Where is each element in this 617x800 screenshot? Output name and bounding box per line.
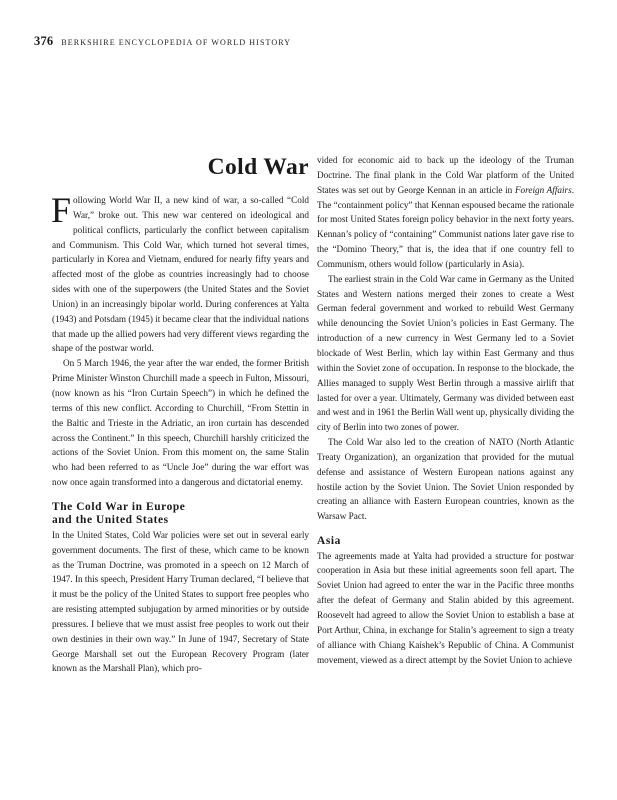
paragraph-continued [317, 153, 574, 272]
text-run: vided for economic aid to back up the ideology of the Truman Doctrine. The final plank in the Cold War platform of the United States was set out by George Kennan in an article in [317, 155, 574, 195]
right-column [317, 153, 574, 667]
left-column [52, 153, 309, 676]
section-heading-asia: Asia [317, 535, 341, 548]
text-run: . The “containment policy” that Kennan espoused became the rationale for most United States foreign policy behavior in the next forty years. Kennan’s policy of “containing” Communist nations later gave rise to the “Domino Theory,” that is, the idea that if one country fell to Communism, others would follow (particularly in Asia). [317, 184, 574, 269]
paragraph: On 5 March 1946, the year after the war ended, the former British Prime Minister Winston Churchill made a speech in Fulton, Missouri, (now known as his “Iron Curtain Speech”) in which he defined the terms of this new conflict. According to Churchill, “From Stettin in the Baltic and Trieste in the Adriatic, an iron curtain has descended across the Continent.” In this speech, Churchill harshly criticized the actions of the Soviet Union. From this moment on, the same Stalin who had been referred to as “Uncle Joe” during the war effort was now once again transformed into a dangerous and dictatorial enemy. [52, 358, 309, 488]
intro-paragraph [51, 190, 309, 356]
paragraph: The earliest strain in the Cold War came in Germany as the United States and Western nations merged their zones to create a West German federal government and worked to rebuild West Germany while denouncing the Soviet Union’s policies in East Germany. The introduction of a new currency in West Germany led to a Soviet blockade of West Berlin, which lay within East Germany and thus within the Soviet zone of occupation. In response to the blockade, the Allies managed to supply West Berlin through a massive airlift that lasted for over a year. Ultimately, Germany was divided between east and west and in 1961 the Berlin Wall went up, physically dividing the city of Berlin into two zones of power. [317, 273, 574, 433]
paragraph: The Cold War also led to the creation of NATO (North Atlantic Treaty Organization), an organization that provided for the mutual defense and assistance of Western European nations against any hostile action by the Soviet Union. The Soviet Union responded by creating an alliance with Eastern European countries, known as the Warsaw Pact. [317, 437, 574, 522]
paragraph: The agreements made at Yalta had provided a structure for postwar cooperation in Asia but these initial agreements soon fell apart. The Soviet Union had agreed to enter the war in the Pacific three months after the defeat of Germany and Stalin abided by this agreement. Roosevelt had agreed to allow the Soviet Union to establish a base at Port Arthur, China, in exchange for Stalin’s agreement to sign a treaty of alliance with Chiang Kaishek’s Republic of China. A Communist movement, viewed as a direct attempt by the Soviet Union to achieve [317, 550, 574, 665]
section-heading-line: and the United States [52, 514, 169, 527]
running-title: BERKSHIRE ENCYCLOPEDIA OF WORLD HISTORY [61, 38, 292, 47]
section-heading-line: The Cold War in Europe [52, 500, 186, 513]
section-heading-europe [52, 501, 309, 528]
drop-cap: F [51, 190, 72, 230]
paragraph: In the United States, Cold War policies were set out in several early government documents. The first of these, which came to be known as the Truman Doctrine, was promoted in a speech on 12 March of 1947. In this speech, President Harry Truman declared, “I believe that it must be the policy of the United States to support free peoples who are resisting attempted subjugation by armed minorities or by outside pressures. I believe that we must assist free peoples to work out their own destinies in their own way.” In June of 1947, Secretary of State George Marshall set out the European Recovery Program (later known as the Marshall Plan), which pro- [52, 529, 309, 674]
intro-text: ollowing World War II, a new kind of war, a so-called “Cold War,” broke out. This new war centered on ideological and political conflicts, particularly the conflict between capitalism and Communism. This Cold War, which turned hot several times, particularly in Korea and Vietnam, endured for nearly fifty years and affected most of the globe as countries increasingly had to choose sides with one of the superpowers (the United States and the Soviet Union) in an increasingly bipolar world. During conferences at Yalta (1943) and Potsdam (1945) it became clear that the individual nations that made up the allied powers had very different views regarding the shape of the postwar world. [52, 195, 309, 354]
page-number: 376 [34, 34, 54, 48]
publication-title: Foreign Affairs [514, 184, 572, 195]
article-title: Cold War [207, 154, 309, 180]
running-header [34, 34, 291, 48]
